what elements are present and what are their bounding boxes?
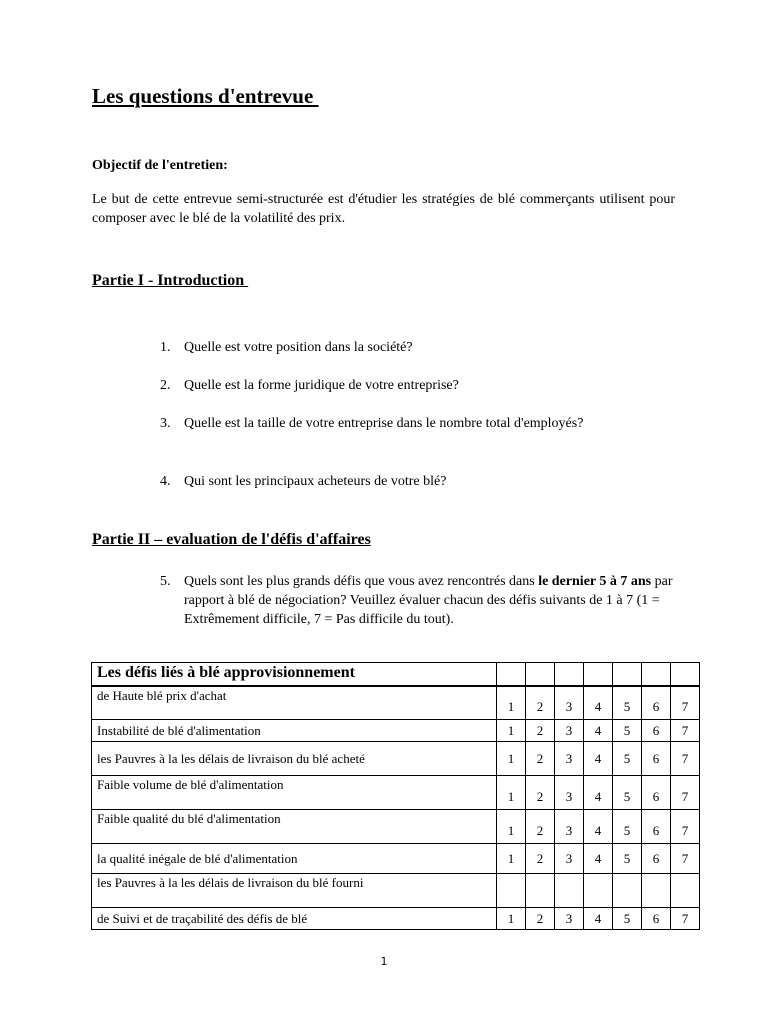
- rating-3[interactable]: 3: [555, 810, 584, 844]
- rating-6[interactable]: 6: [642, 742, 671, 776]
- rating-7[interactable]: 7: [671, 776, 700, 810]
- table-row: [92, 908, 700, 930]
- rating-5[interactable]: 5: [613, 686, 642, 720]
- challenge-label: la qualité inégale de blé d'alimentation: [92, 844, 497, 874]
- question-text-emphasis: le dernier 5 à 7 ans: [538, 574, 652, 589]
- question-text-part: Quels sont les plus grands défis que vous avez rencontrés dans: [184, 574, 539, 589]
- challenge-label: Faible qualité du blé d'alimentation: [92, 810, 497, 844]
- table-row: [92, 742, 700, 776]
- question-text: Qui sont les principaux acheteurs de votre blé?: [184, 474, 447, 489]
- rating-2[interactable]: 2: [526, 720, 555, 742]
- table-row: [92, 810, 700, 844]
- rating-7[interactable]: 7: [671, 908, 700, 930]
- rating-1[interactable]: 1: [497, 720, 526, 742]
- question-text: Quelle est la taille de votre entreprise dans le nombre total d'employés?: [184, 416, 584, 431]
- challenges-rating-table: [91, 662, 700, 930]
- question-text: Quelle est votre position dans la société?: [184, 340, 413, 355]
- rating-4[interactable]: 4: [584, 810, 613, 844]
- rating-3[interactable]: 3: [555, 908, 584, 930]
- rating-4[interactable]: 4: [584, 686, 613, 720]
- objective-text: Le but de cette entrevue semi-structurée est d'étudier les stratégies de blé commerçants utilisent pour composer avec le blé de la volatilité des prix.: [92, 192, 675, 226]
- rating-4[interactable]: 4: [584, 720, 613, 742]
- empty-cell: [642, 874, 671, 908]
- part2-heading: Partie II – evaluation de l'défis d'affaires: [92, 531, 371, 548]
- empty-cell: [584, 874, 613, 908]
- rating-3[interactable]: 3: [555, 844, 584, 874]
- rating-4[interactable]: 4: [584, 844, 613, 874]
- empty-cell: [555, 663, 584, 686]
- empty-cell: [613, 663, 642, 686]
- rating-7[interactable]: 7: [671, 844, 700, 874]
- rating-3[interactable]: 3: [555, 742, 584, 776]
- table-row: [92, 874, 700, 908]
- rating-5[interactable]: 5: [613, 908, 642, 930]
- rating-7[interactable]: 7: [671, 810, 700, 844]
- rating-2[interactable]: 2: [526, 908, 555, 930]
- question-1: [160, 338, 413, 357]
- rating-5[interactable]: 5: [613, 810, 642, 844]
- rating-6[interactable]: 6: [642, 810, 671, 844]
- question-number: 1.: [160, 340, 171, 355]
- rating-6[interactable]: 6: [642, 844, 671, 874]
- question-4: [160, 472, 446, 491]
- rating-3[interactable]: 3: [555, 720, 584, 742]
- rating-7[interactable]: 7: [671, 742, 700, 776]
- rating-5[interactable]: 5: [613, 742, 642, 776]
- rating-5[interactable]: 5: [613, 720, 642, 742]
- question-number: 4.: [160, 474, 171, 489]
- empty-cell: [497, 663, 526, 686]
- question-number: 2.: [160, 378, 171, 393]
- rating-6[interactable]: 6: [642, 908, 671, 930]
- table-row: [92, 686, 700, 720]
- empty-cell: [671, 874, 700, 908]
- rating-2[interactable]: 2: [526, 844, 555, 874]
- part1-heading: Partie I - Introduction: [92, 272, 249, 289]
- rating-1[interactable]: 1: [497, 810, 526, 844]
- empty-cell: [497, 874, 526, 908]
- rating-1[interactable]: 1: [497, 686, 526, 720]
- rating-7[interactable]: 7: [671, 686, 700, 720]
- rating-5[interactable]: 5: [613, 844, 642, 874]
- rating-2[interactable]: 2: [526, 686, 555, 720]
- rating-1[interactable]: 1: [497, 776, 526, 810]
- rating-5[interactable]: 5: [613, 776, 642, 810]
- challenge-label: les Pauvres à la les délais de livraison du blé fourni: [92, 874, 497, 908]
- page-number: 1: [380, 955, 388, 968]
- question-number: 5.: [160, 574, 171, 589]
- rating-4[interactable]: 4: [584, 742, 613, 776]
- empty-cell: [526, 663, 555, 686]
- rating-2[interactable]: 2: [526, 776, 555, 810]
- empty-cell: [584, 663, 613, 686]
- challenge-label: de Haute blé prix d'achat: [92, 686, 497, 720]
- rating-1[interactable]: 1: [497, 742, 526, 776]
- challenge-label: Faible volume de blé d'alimentation: [92, 776, 497, 810]
- question-text: Quelle est la forme juridique de votre entreprise?: [184, 378, 459, 393]
- challenge-label: Instabilité de blé d'alimentation: [92, 720, 497, 742]
- objective-heading: Objectif de l'entretien:: [92, 158, 228, 173]
- rating-6[interactable]: 6: [642, 686, 671, 720]
- rating-2[interactable]: 2: [526, 742, 555, 776]
- empty-cell: [613, 874, 642, 908]
- question-text: [184, 572, 680, 629]
- rating-4[interactable]: 4: [584, 908, 613, 930]
- empty-cell: [671, 663, 700, 686]
- rating-1[interactable]: 1: [497, 908, 526, 930]
- question-3: [160, 414, 583, 433]
- rating-7[interactable]: 7: [671, 720, 700, 742]
- table-header-cell: Les défis liés à blé approvisionnement: [92, 663, 497, 686]
- empty-cell: [555, 874, 584, 908]
- rating-3[interactable]: 3: [555, 686, 584, 720]
- rating-6[interactable]: 6: [642, 720, 671, 742]
- document-title: Les questions d'entrevue: [92, 84, 319, 108]
- question-text-part: par rapport à blé de négociation? Veuillez évaluer chacun des défis suivants de 1 à 7 (1 = Extrêmement difficile, 7 = Pas difficile du tout).: [184, 574, 673, 627]
- rating-6[interactable]: 6: [642, 776, 671, 810]
- rating-1[interactable]: 1: [497, 844, 526, 874]
- table-row: [92, 776, 700, 810]
- table-header-row: [92, 663, 700, 686]
- rating-3[interactable]: 3: [555, 776, 584, 810]
- empty-cell: [642, 663, 671, 686]
- empty-cell: [526, 874, 555, 908]
- rating-4[interactable]: 4: [584, 776, 613, 810]
- table-row: [92, 844, 700, 874]
- rating-2[interactable]: 2: [526, 810, 555, 844]
- challenge-label: les Pauvres à la les délais de livraison du blé acheté: [92, 742, 497, 776]
- table-row: [92, 720, 700, 742]
- question-2: [160, 376, 459, 395]
- question-number: 3.: [160, 416, 171, 431]
- question-5: [160, 572, 680, 629]
- challenge-label: de Suivi et de traçabilité des défis de blé: [92, 908, 497, 930]
